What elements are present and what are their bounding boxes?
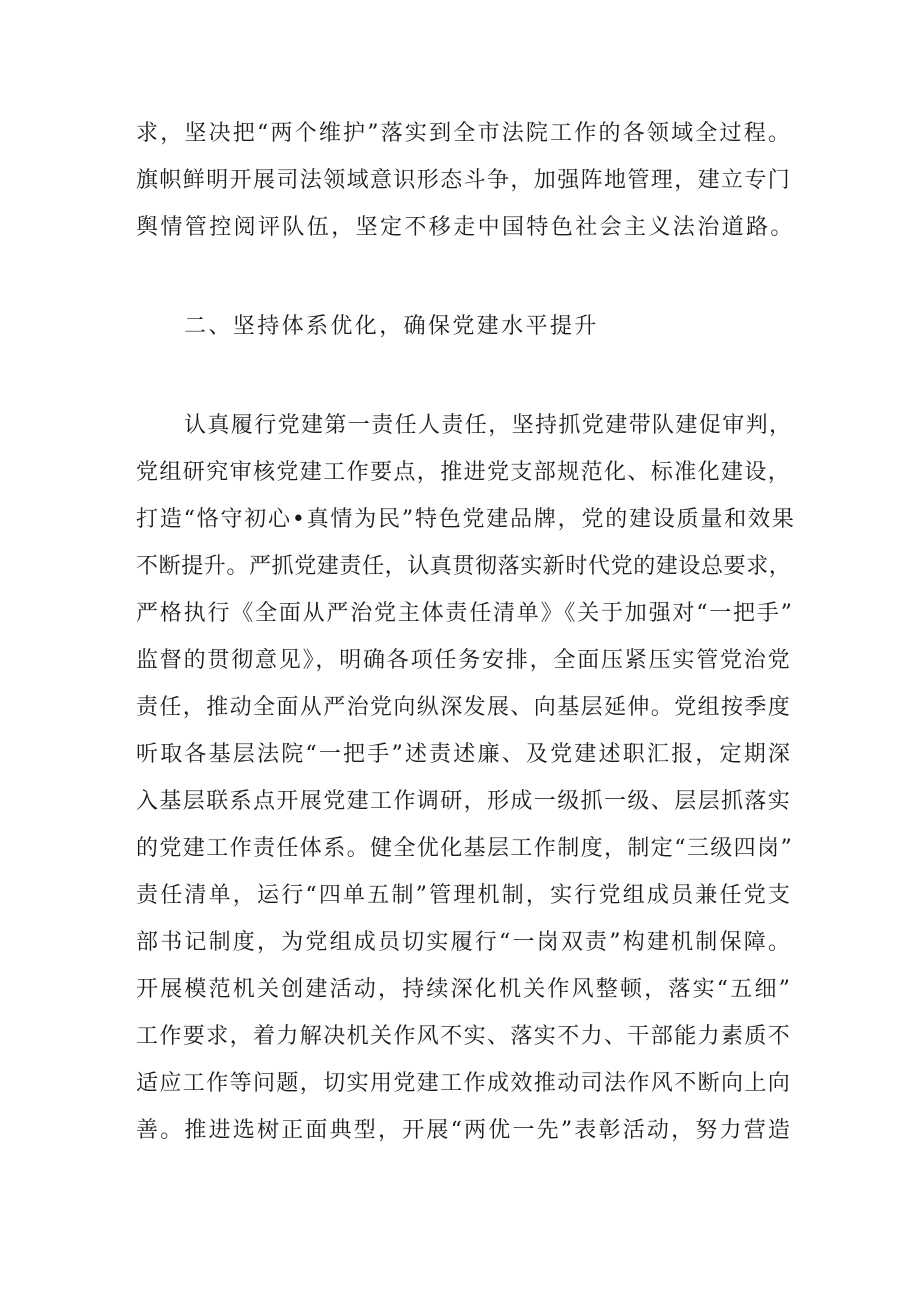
- body-line-2: 党组研究审核党建工作要点，推进党支部规范化、标准化建设，: [136, 460, 792, 485]
- section-heading: 二、坚持体系优化，确保党建水平提升: [184, 314, 599, 339]
- body-line-12: 部书记制度，为党组成员切实履行“一岗双责”构建机制保障。: [136, 930, 793, 955]
- body-line-16: 善。推进选树正面典型，开展“两优一先”表彰活动，努力营造: [136, 1118, 793, 1143]
- body-line-7: 责任，推动全面从严治党向纵深发展、向基层延伸。党组按季度: [136, 695, 792, 720]
- body-line-8: 听取各基层法院“一把手”述责述廉、及党建述职汇报，定期深: [136, 742, 793, 767]
- body-line-10: 的党建工作责任体系。健全优化基层工作制度，制定“三级四岗”: [136, 836, 794, 861]
- carryover-line-1: 求，坚决把“两个维护”落实到全市法院工作的各领域全过程。: [136, 121, 793, 146]
- body-line-6: 监督的贯彻意见》，明确各项任务安排，全面压紧压实管党治党: [136, 648, 792, 673]
- body-line-15: 适应工作等问题，切实用党建工作成效推动司法作风不断向上向: [136, 1071, 792, 1096]
- carryover-line-3: 舆情管控阅评队伍，坚定不移走中国特色社会主义法治道路。: [136, 215, 795, 240]
- body-line-9: 入基层联系点开展党建工作调研，形成一级抓一级、层层抓落实: [136, 789, 792, 814]
- body-line-14: 工作要求，着力解决机关作风不实、落实不力、干部能力素质不: [136, 1024, 792, 1049]
- body-line-11: 责任清单，运行“四单五制”管理机制，实行党组成员兼任党支: [136, 883, 793, 908]
- carryover-line-2: 旗帜鲜明开展司法领域意识形态斗争，加强阵地管理，建立专门: [136, 168, 792, 193]
- body-line-4: 不断提升。严抓党建责任，认真贯彻落实新时代党的建设总要求，: [136, 554, 792, 579]
- body-line-5: 严格执行《全面从严治党主体责任清单》《关于加强对“一把手”: [136, 601, 794, 626]
- body-line-1: 认真履行党建第一责任人责任，坚持抓党建带队建促审判，: [184, 413, 793, 438]
- body-line-3: 打造“恪守初心•真情为民”特色党建品牌，党的建设质量和效果: [136, 507, 796, 532]
- body-line-13: 开展模范机关创建活动，持续深化机关作风整顿，落实“五细”: [136, 977, 793, 1002]
